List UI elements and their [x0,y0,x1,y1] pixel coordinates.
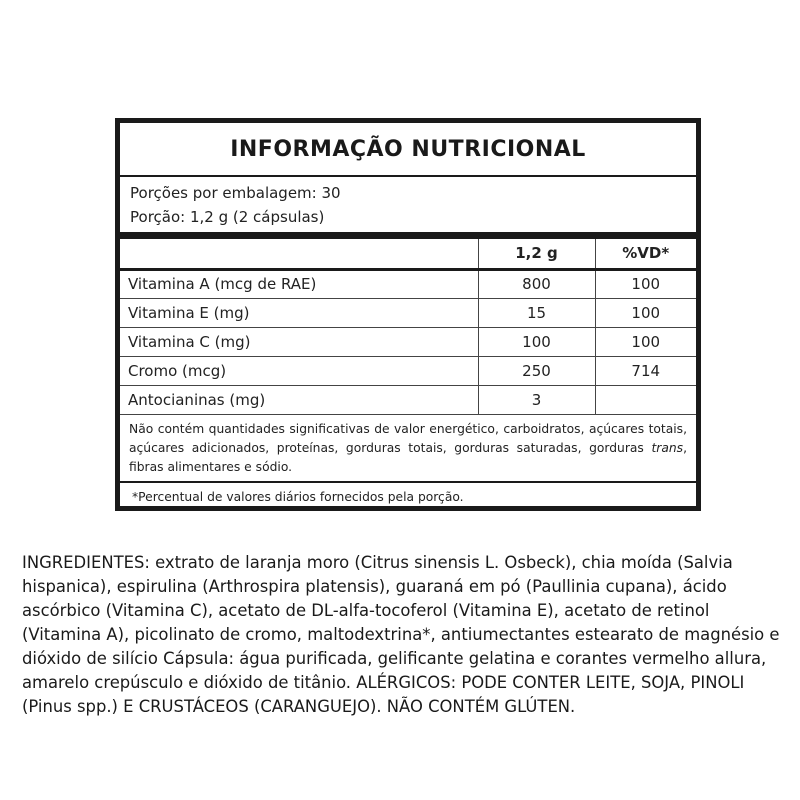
ingredients-text: INGREDIENTES: extrato de laranja moro (Citrus sinensis L. Osbeck), chia moída (Salvia hispanica), espirulina (Arthrospira platensis), guaraná em pó (Paullinia cupana), ácido ascórbico (Vitamina C), acetato de DL-alfa-tocoferol (Vitamina E), acetato de retinol (Vitamina A), picolinato de cromo, maltodextrina*, antiumectantes estearato de magnésio e dióxido de silício Cápsula: água purificada, gelificante gelatina e corantes vermelho allura, amarelo crepúsculo e dióxido de titânio. ALÉRGICOS: PODE CONTER LEITE, SOJA, PINOLI (Pinus spp.) E CRUSTÁCEOS (CARANGUEJO). NÃO CONTÉM GLÚTEN. [22,553,780,716]
nutrient-daily-value: 100 [595,298,696,327]
column-header-amount: 1,2 g [478,239,595,269]
nutrition-title: INFORMAÇÃO NUTRICIONAL [120,123,696,177]
nutrient-amount: 100 [478,327,595,356]
nutrient-table [120,239,696,415]
not-significant-note [120,415,696,483]
nutrient-daily-value: 714 [595,356,696,385]
daily-value-footnote: *Percentual de valores diários fornecidos pela porção. [132,489,464,504]
serving-info [120,177,696,239]
table-row [120,327,696,356]
servings-per-package: Porções por embalagem: 30 [130,184,341,202]
nutrient-amount: 15 [478,298,595,327]
nutrient-amount: 800 [478,269,595,298]
nutrient-daily-value [595,385,696,414]
table-row [120,298,696,327]
note-text: Não contém quantidades significativas de valor energético, carboidratos, açúcares totais, açúcares adicionados, proteínas, gorduras totais, gorduras saturadas, gorduras [129,421,687,455]
nutrient-name: Antocianinas (mg) [120,385,478,414]
nutrition-facts-panel [115,118,701,511]
table-row [120,269,696,298]
nutrient-daily-value: 100 [595,327,696,356]
note-text-end: , fibras alimentares e sódio. [129,440,687,474]
column-header-nutrient [120,239,478,269]
serving-size: Porção: 1,2 g (2 cápsulas) [130,208,325,226]
table-header-row [120,239,696,269]
nutrient-name: Cromo (mcg) [120,356,478,385]
nutrient-name: Vitamina C (mg) [120,327,478,356]
table-row [120,385,696,414]
nutrient-name: Vitamina E (mg) [120,298,478,327]
nutrient-amount: 250 [478,356,595,385]
table-row [120,356,696,385]
column-header-daily-value: %VD* [595,239,696,269]
nutrient-amount: 3 [478,385,595,414]
note-italic-text: trans [651,440,684,455]
nutrient-daily-value: 100 [595,269,696,298]
nutrient-name: Vitamina A (mcg de RAE) [120,269,478,298]
